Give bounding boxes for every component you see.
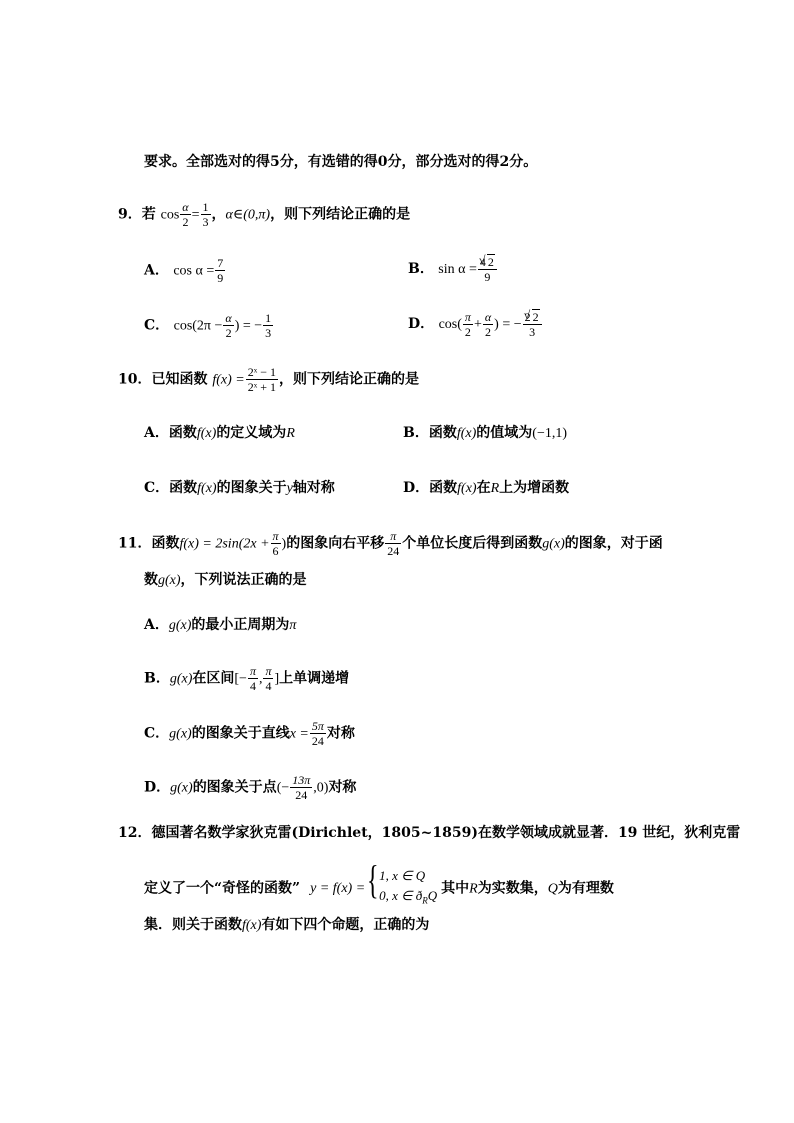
q10-option-a[interactable]: A．函数f(x)的定义域为R <box>144 425 295 441</box>
q12-piecewise: { 1, x ∈ Q 0, x ∈ $ð_RQ$ <box>369 866 437 911</box>
q9-number: 9． <box>118 206 142 223</box>
q10-option-d[interactable]: D．函数f(x)在R上为增函数 <box>403 480 570 496</box>
q10-stem: 10．已知函数 f(x) = $\frac{\text{2ˣ − 1}}{\text{2ˣ + 1}}$ ，则下列结论正确的是 <box>118 365 419 394</box>
q11-option-a[interactable]: A．g(x)的最小正周期为π <box>144 617 297 633</box>
q10-option-c[interactable]: C．函数f(x)的图象关于y轴对称 <box>144 480 335 496</box>
q11-option-d[interactable]: D．g(x)的图象关于点(− $\frac{13\pi}{24}$ ,0)对称 <box>144 773 357 802</box>
q9-option-c[interactable]: C． cos(2π − $\frac{\alpha}{2}$ ) = − $\frac{1}{3}$ <box>144 311 272 340</box>
q12-stem-line3: 集．则关于函数f(x)有如下四个命题，正确的为 <box>144 917 430 933</box>
q11-stem-line1: 11．函数f(x) = 2sin(2x + $\frac{\pi}{6}$ )的图象向右平移 $\frac{\pi}{24}$ 个单位长度后得到函数g(x)的图象，对于函 <box>118 529 663 558</box>
q9-option-b[interactable]: B． sin α = $\frac{4√ 2}{9}$ <box>408 254 498 284</box>
q10-number: 10． <box>118 371 152 388</box>
q9-fraction-1-3: $\frac{1}{3}$ <box>202 200 209 229</box>
q9-stem: 9．若 cos $\frac{\alpha}{2}$ = $\frac{1}{3}$ ，α∈(0,π)，则下列结论正确的是 <box>118 200 411 229</box>
q9-option-a[interactable]: A． cos α = $\frac{7}{9}$ <box>144 256 224 285</box>
q12-stem-line2: 定义了一个“奇怪的函数” y = f(x) = { 1, x ∈ Q 0, x ∈ $ð_RQ$ 其中R为实数集，Q为有理数 <box>144 866 614 911</box>
q12-stem-line1: 12．德国著名数学家狄克雷(Dirichlet，1805~1859)在数学领域成就显著．19 世纪，狄利克雷 <box>118 825 741 841</box>
q11-option-c[interactable]: C．g(x)的图象关于直线x = $\frac{5\pi}{24}$ 对称 <box>144 719 355 748</box>
q11-number: 11． <box>118 535 152 552</box>
q10-fraction: $\frac{\text{2ˣ − 1}}{\text{2ˣ + 1}}$ <box>247 365 276 394</box>
q11-option-b[interactable]: B．g(x)在区间[− $\frac{\pi}{4}$ , $\frac{\pi}{4}$ ]上单调递增 <box>144 664 350 693</box>
intro-line: 要求。全部选对的得5分，有选错的得0分，部分选对的得2分。 <box>144 154 538 170</box>
q11-stem-line2: 数g(x)，下列说法正确的是 <box>144 572 307 588</box>
q9-option-d[interactable]: D． cos( $\frac{\pi}{2}$ + $\frac{\alpha}{2}$ ) = − $\frac{2√ 2}{3}$ <box>408 309 543 339</box>
q12-number: 12． <box>118 825 152 841</box>
q9-fraction-alpha-2: $\frac{\alpha}{2}$ <box>182 200 189 229</box>
q10-option-b[interactable]: B．函数f(x)的值域为(−1,1) <box>403 425 568 441</box>
